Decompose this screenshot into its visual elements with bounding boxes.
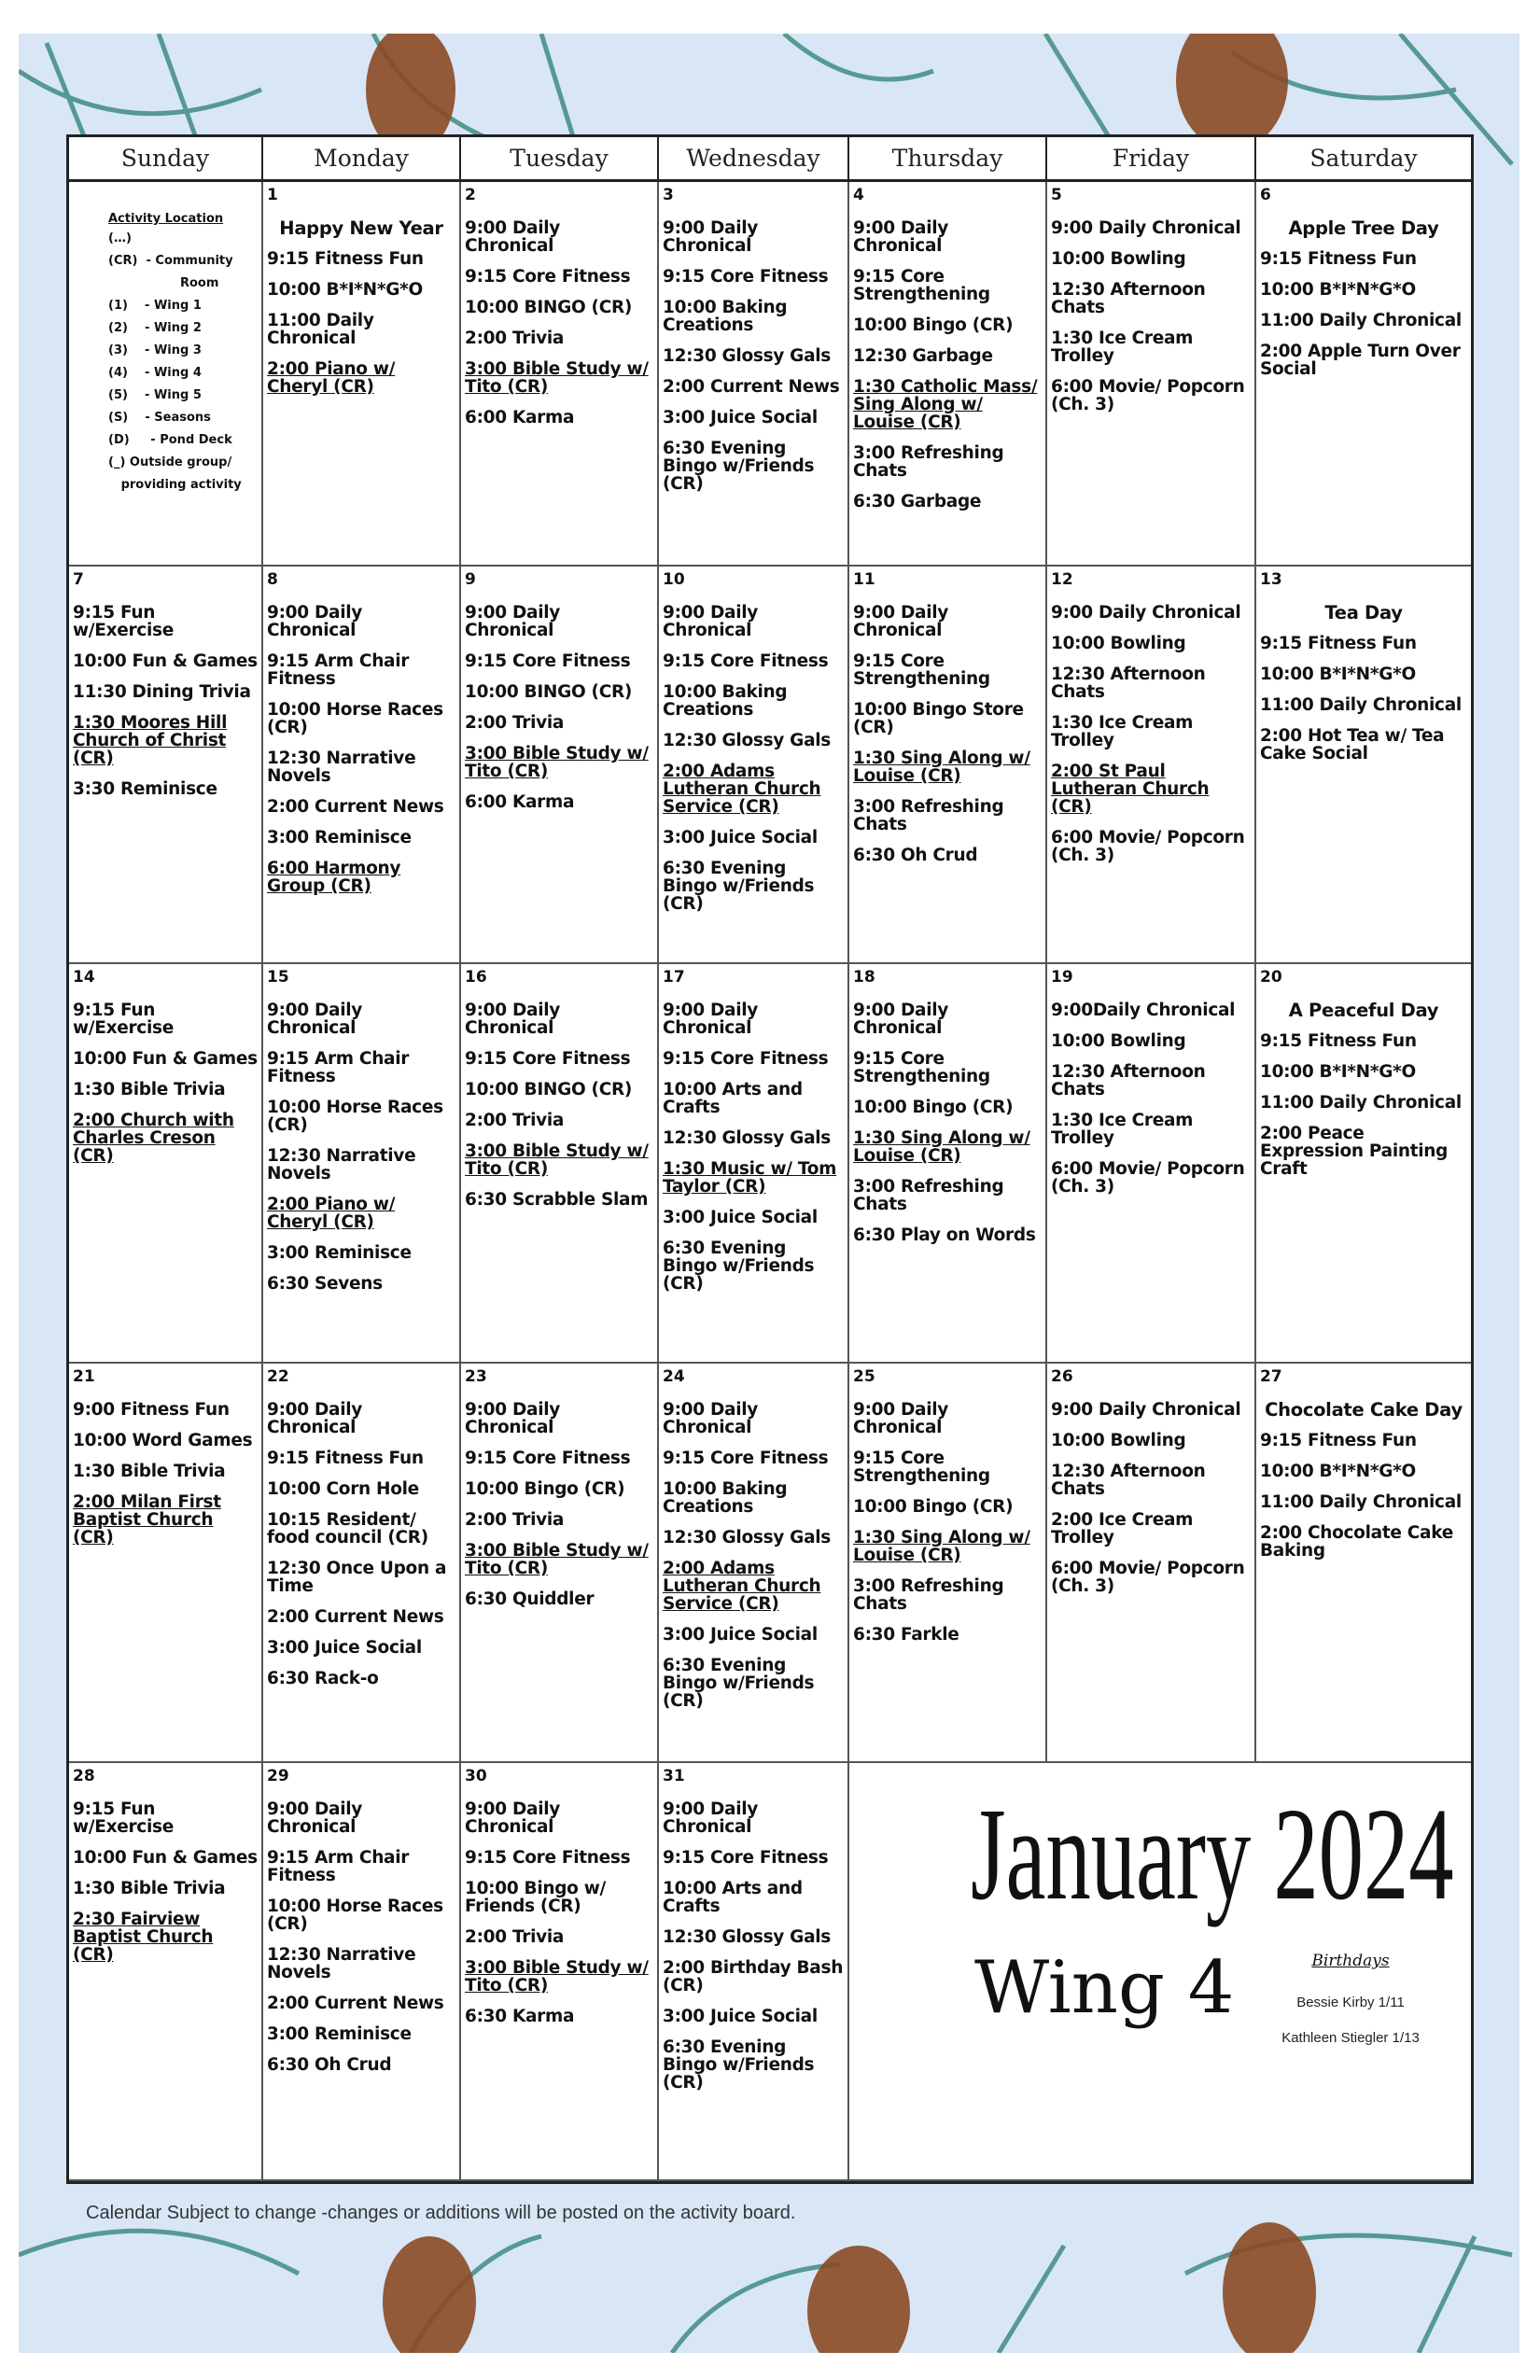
weekday-friday: Friday xyxy=(1047,137,1256,179)
weekday-saturday: Saturday xyxy=(1309,145,1418,172)
event-item: 12:30 Afternoon Chats xyxy=(1051,1062,1206,1099)
event-item: 10:00 Baking Creations xyxy=(663,1479,788,1517)
event-item: 6:30 Scrabble Slam xyxy=(465,1190,649,1210)
event-item: 2:00 Trivia xyxy=(465,1111,565,1130)
legend-line: (2) - Wing 2 xyxy=(108,321,202,335)
event-item: 11:30 Dining Trivia xyxy=(73,682,251,702)
event-item: 3:00 Juice Social xyxy=(663,2007,818,2026)
event-item: 2:00 Current News xyxy=(267,1994,444,2013)
event-item: 10:00 Bowling xyxy=(1051,1031,1186,1051)
theme-day-title: Apple Tree Day xyxy=(1288,217,1439,239)
event-item: 12:30 Afternoon Chats xyxy=(1051,280,1206,317)
week-row xyxy=(69,567,1471,964)
birthdays-heading: Birthdays xyxy=(1311,1952,1390,1970)
event-item: 6:30 Evening Bingo w/Friends (CR) xyxy=(663,439,815,494)
event-item: 9:15 Arm Chair Fitness xyxy=(267,1049,410,1086)
event-item: 2:00 Trivia xyxy=(465,1510,565,1530)
day-number: 23 xyxy=(465,1367,487,1386)
event-item: 10:00 Fun & Games xyxy=(73,1848,258,1868)
event-item: 9:15 Arm Chair Fitness xyxy=(267,1848,410,1885)
event-item: 1:30 Sing Along w/ Louise (CR) xyxy=(853,1528,1030,1565)
event-item: 3:00 Juice Social xyxy=(663,408,818,427)
day-cell xyxy=(461,182,659,565)
event-item: 9:00 Daily Chronical xyxy=(465,218,561,256)
event-item: 12:30 Once Upon a Time xyxy=(267,1559,447,1596)
day-cell xyxy=(659,1763,849,2179)
event-item: 10:00 Bingo (CR) xyxy=(853,315,1014,335)
day-number: 17 xyxy=(663,968,685,987)
title-block xyxy=(926,1750,1471,2136)
event-item: 3:00 Juice Social xyxy=(663,1208,818,1227)
event-item: 12:30 Glossy Gals xyxy=(663,346,832,366)
event-item: 10:00 Baking Creations xyxy=(663,682,788,720)
day-cell xyxy=(461,1364,659,1761)
event-item: 10:00 Horse Races (CR) xyxy=(267,1098,443,1135)
event-item: 10:00 B*I*N*G*O xyxy=(1260,665,1416,684)
event-item: 10:00 Bingo w/ Friends (CR) xyxy=(465,1879,606,1916)
event-item: 6:30 Oh Crud xyxy=(853,846,978,865)
day-cell xyxy=(659,567,849,962)
event-item: 11:00 Daily Chronical xyxy=(1260,1492,1462,1512)
event-item: 3:00 Bible Study w/ Tito (CR) xyxy=(465,1541,649,1578)
day-cell xyxy=(69,1763,263,2179)
day-cell xyxy=(461,1763,659,2179)
day-cell xyxy=(461,964,659,1362)
event-item: 9:15 Core Strengthening xyxy=(853,267,990,304)
event-item: 2:00 Hot Tea w/ Tea Cake Social xyxy=(1260,726,1445,763)
event-item: 10:00 Bingo Store (CR) xyxy=(853,700,1024,737)
event-item: 9:00 Fitness Fun xyxy=(73,1400,230,1420)
day-cell xyxy=(263,964,461,1362)
event-item: 2:00 Ice Cream Trolley xyxy=(1051,1510,1194,1547)
event-item: 9:15 Fun w/Exercise xyxy=(73,1001,174,1038)
event-item: 1:30 Bible Trivia xyxy=(73,1462,226,1481)
event-item: 10:00 Bowling xyxy=(1051,249,1186,269)
day-cell xyxy=(1256,1364,1471,1761)
event-item: 6:30 Farkle xyxy=(853,1625,959,1645)
day-cell xyxy=(659,1364,849,1761)
event-item: 2:00 Peace Expression Painting Craft xyxy=(1260,1124,1449,1179)
event-item: 9:15 Core Fitness xyxy=(663,651,829,671)
event-item: 9:15 Fun w/Exercise xyxy=(73,603,174,640)
event-item: 6:30 Evening Bingo w/Friends (CR) xyxy=(663,1239,815,1294)
day-number: 31 xyxy=(663,1767,685,1785)
event-item: 12:30 Afternoon Chats xyxy=(1051,1462,1206,1499)
event-item: 10:00 Horse Races (CR) xyxy=(267,700,443,737)
week-row xyxy=(69,1364,1471,1763)
event-item: 2:00 Chocolate Cake Baking xyxy=(1260,1523,1453,1561)
event-item: 9:00Daily Chronical xyxy=(1051,1001,1236,1020)
event-item: 1:30 Sing Along w/ Louise (CR) xyxy=(853,749,1030,786)
day-cell xyxy=(263,1763,461,2179)
event-item: 12:30 Narrative Novels xyxy=(267,1945,416,1982)
event-item: 9:00 Daily Chronical xyxy=(1051,603,1241,623)
day-number: 1 xyxy=(267,186,278,204)
calendar-grid xyxy=(66,134,1474,2184)
event-item: 1:30 Bible Trivia xyxy=(73,1879,226,1898)
event-item: 2:00 Adams Lutheran Church Service (CR) xyxy=(663,1559,821,1614)
event-item: 9:15 Core Fitness xyxy=(465,1449,631,1468)
event-item: 9:15 Core Fitness xyxy=(663,1848,829,1868)
day-cell xyxy=(849,567,1047,962)
legend-line: (5) - Wing 5 xyxy=(108,388,202,402)
event-item: 9:15 Core Fitness xyxy=(465,1049,631,1069)
event-item: 10:00 Bingo (CR) xyxy=(853,1497,1014,1517)
event-item: 1:30 Sing Along w/ Louise (CR) xyxy=(853,1128,1030,1166)
event-item: 9:15 Core Strengthening xyxy=(853,651,990,689)
day-cell xyxy=(849,182,1047,565)
day-number: 7 xyxy=(73,570,84,589)
event-item: 3:00 Bible Study w/ Tito (CR) xyxy=(465,744,649,781)
day-cell xyxy=(1047,964,1256,1362)
day-cell xyxy=(1047,567,1256,962)
event-item: 3:00 Refreshing Chats xyxy=(853,443,1004,481)
legend-line: (CR) - Community xyxy=(108,254,233,268)
event-item: 6:30 Garbage xyxy=(853,492,982,511)
week-row xyxy=(69,964,1471,1364)
event-item: 6:30 Evening Bingo w/Friends (CR) xyxy=(663,2037,815,2093)
event-item: 2:00 Milan First Baptist Church (CR) xyxy=(73,1492,221,1547)
event-item: 10:00 BINGO (CR) xyxy=(465,682,633,702)
wing-title: Wing 4 xyxy=(974,1946,1235,2030)
event-item: 9:00 Daily Chronical xyxy=(465,1400,561,1437)
event-item: 6:30 Rack-o xyxy=(267,1669,379,1688)
event-item: 3:00 Reminisce xyxy=(267,1243,412,1263)
event-item: 6:30 Evening Bingo w/Friends (CR) xyxy=(663,859,815,914)
day-number: 8 xyxy=(267,570,278,589)
event-item: 9:15 Core Fitness xyxy=(663,267,829,287)
legend-line: (S) - Seasons xyxy=(108,411,211,425)
event-item: 6:30 Quiddler xyxy=(465,1589,595,1609)
event-item: 9:00 Daily Chronical xyxy=(663,1799,759,1837)
event-item: 9:15 Core Strengthening xyxy=(853,1449,990,1486)
day-number: 14 xyxy=(73,968,95,987)
event-item: 9:00 Daily Chronical xyxy=(267,1001,363,1038)
event-item: 9:00 Daily Chronical xyxy=(1051,1400,1241,1420)
event-item: 9:15 Core Fitness xyxy=(663,1049,829,1069)
event-item: 9:00 Daily Chronical xyxy=(853,603,949,640)
event-item: 6:30 Evening Bingo w/Friends (CR) xyxy=(663,1656,815,1711)
weekday-sunday: Sunday xyxy=(69,137,263,179)
event-item: 9:00 Daily Chronical xyxy=(663,603,759,640)
event-item: 2:00 Trivia xyxy=(465,1927,565,1947)
day-number: 2 xyxy=(465,186,476,204)
event-item: 10:00 BINGO (CR) xyxy=(465,298,633,317)
event-item: 2:00 Current News xyxy=(663,377,840,397)
event-item: 2:00 Apple Turn Over Social xyxy=(1260,342,1461,379)
event-item: 1:30 Ice Cream Trolley xyxy=(1051,329,1194,366)
event-item: 9:15 Fitness Fun xyxy=(1260,1431,1417,1450)
event-item: 3:00 Bible Study w/ Tito (CR) xyxy=(465,1141,649,1179)
event-item: 9:15 Core Fitness xyxy=(465,1848,631,1868)
day-cell xyxy=(69,567,263,962)
day-cell xyxy=(263,1364,461,1761)
day-cell xyxy=(849,1364,1047,1761)
day-number: 4 xyxy=(853,186,864,204)
event-item: 3:00 Bible Study w/ Tito (CR) xyxy=(465,359,649,397)
day-number: 16 xyxy=(465,968,487,987)
event-item: 10:00 Word Games xyxy=(73,1431,253,1450)
theme-day-title: Happy New Year xyxy=(279,217,443,239)
event-item: 12:30 Glossy Gals xyxy=(663,1528,832,1547)
event-item: 2:00 Adams Lutheran Church Service (CR) xyxy=(663,762,821,817)
event-item: 11:00 Daily Chronical xyxy=(267,311,374,348)
event-item: 9:15 Core Fitness xyxy=(465,651,631,671)
day-number: 30 xyxy=(465,1767,487,1785)
legend-line: (_) Outside group/ xyxy=(108,455,232,469)
event-item: 2:00 Church with Charles Creson (CR) xyxy=(73,1111,234,1166)
day-cell xyxy=(1256,182,1471,565)
event-item: 10:00 Bowling xyxy=(1051,1431,1186,1450)
event-item: 10:00 B*I*N*G*O xyxy=(1260,280,1416,300)
event-item: 1:30 Catholic Mass/ Sing Along w/ Louise (CR) xyxy=(853,377,1038,432)
event-item: 9:00 Daily Chronical xyxy=(267,1799,363,1837)
day-cell xyxy=(69,964,263,1362)
day-number: 24 xyxy=(663,1367,685,1386)
day-number: 20 xyxy=(1260,968,1282,987)
event-item: 10:00 Fun & Games xyxy=(73,1049,258,1069)
day-number: 13 xyxy=(1260,570,1282,589)
event-item: 11:00 Daily Chronical xyxy=(1260,311,1462,330)
footer-note: Calendar Subject to change -changes or additions will be posted on the activity board. xyxy=(86,2203,796,2223)
month-title: January 2024 xyxy=(971,1780,1454,1927)
event-item: 1:30 Music w/ Tom Taylor (CR) xyxy=(663,1159,837,1197)
day-number: 28 xyxy=(73,1767,95,1785)
day-cell xyxy=(1256,567,1471,962)
event-item: 10:00 Fun & Games xyxy=(73,651,258,671)
day-cell xyxy=(659,964,849,1362)
event-item: 3:00 Bible Study w/ Tito (CR) xyxy=(465,1958,649,1995)
event-item: 2:00 Current News xyxy=(267,797,444,817)
event-item: 6:00 Karma xyxy=(465,408,575,427)
weekday-wednesday: Wednesday xyxy=(659,137,849,179)
day-cell xyxy=(263,567,461,962)
event-item: 9:15 Fitness Fun xyxy=(1260,249,1417,269)
day-cell xyxy=(461,567,659,962)
event-item: 2:00 Birthday Bash (CR) xyxy=(663,1958,844,1995)
legend-line: (1) - Wing 1 xyxy=(108,299,202,313)
event-item: 9:15 Fun w/Exercise xyxy=(73,1799,174,1837)
event-item: 6:00 Movie/ Popcorn (Ch. 3) xyxy=(1051,1159,1245,1197)
event-item: 9:15 Core Fitness xyxy=(663,1449,829,1468)
day-cell xyxy=(1047,182,1256,565)
event-item: 10:00 Bingo (CR) xyxy=(465,1479,625,1499)
event-item: 9:00 Daily Chronical xyxy=(853,1400,949,1437)
theme-day-title: Tea Day xyxy=(1324,602,1403,623)
day-cell xyxy=(263,182,461,565)
event-item: 6:00 Movie/ Popcorn (Ch. 3) xyxy=(1051,1559,1245,1596)
day-number: 29 xyxy=(267,1767,289,1785)
event-item: 10:00 Baking Creations xyxy=(663,298,788,335)
event-item: 3:00 Refreshing Chats xyxy=(853,797,1004,834)
event-item: 12:30 Narrative Novels xyxy=(267,749,416,786)
weekday-thursday: Thursday xyxy=(849,137,1047,179)
event-item: 10:00 B*I*N*G*O xyxy=(1260,1062,1416,1082)
day-number: 27 xyxy=(1260,1367,1282,1386)
legend-line: providing activity xyxy=(108,478,242,492)
event-item: 10:00 Arts and Crafts xyxy=(663,1080,803,1117)
day-cell xyxy=(849,964,1047,1362)
weekday-tuesday: Tuesday xyxy=(461,137,659,179)
event-item: 1:30 Bible Trivia xyxy=(73,1080,226,1099)
event-item: 9:00 Daily Chronical xyxy=(465,603,561,640)
event-item: 3:00 Reminisce xyxy=(267,828,412,847)
day-cell xyxy=(1047,1364,1256,1761)
day-number: 6 xyxy=(1260,186,1271,204)
event-item: 9:15 Fitness Fun xyxy=(1260,1031,1417,1051)
event-item: 9:00 Daily Chronical xyxy=(853,1001,949,1038)
event-item: 9:00 Daily Chronical xyxy=(465,1799,561,1837)
day-number: 9 xyxy=(465,570,476,589)
event-item: 11:00 Daily Chronical xyxy=(1260,1093,1462,1113)
event-item: 9:00 Daily Chronical xyxy=(267,1400,363,1437)
event-item: 10:00 Bingo (CR) xyxy=(853,1098,1014,1117)
day-cell xyxy=(1256,964,1471,1362)
event-item: 2:00 Trivia xyxy=(465,329,565,348)
event-item: 2:30 Fairview Baptist Church (CR) xyxy=(73,1910,214,1965)
event-item: 6:30 Play on Words xyxy=(853,1225,1036,1245)
day-number: 19 xyxy=(1051,968,1073,987)
event-item: 9:00 Daily Chronical xyxy=(663,1400,759,1437)
event-item: 10:00 Arts and Crafts xyxy=(663,1879,803,1916)
day-number: 21 xyxy=(73,1367,95,1386)
event-item: 3:00 Juice Social xyxy=(663,1625,818,1645)
event-item: 9:00 Daily Chronical xyxy=(267,603,363,640)
event-item: 10:00 BINGO (CR) xyxy=(465,1080,633,1099)
legend-line: (3) - Wing 3 xyxy=(108,343,202,357)
day-number: 11 xyxy=(853,570,875,589)
legend-title: Activity Location xyxy=(108,212,224,226)
event-item: 9:00 Daily Chronical xyxy=(1051,218,1241,238)
week-row xyxy=(69,182,1471,567)
day-cell xyxy=(659,182,849,565)
event-item: 12:30 Glossy Gals xyxy=(663,1128,832,1148)
event-item: 9:00 Daily Chronical xyxy=(663,1001,759,1038)
event-item: 6:30 Sevens xyxy=(267,1274,383,1294)
event-item: 6:00 Movie/ Popcorn (Ch. 3) xyxy=(1051,377,1245,414)
event-item: 1:30 Moores Hill Church of Christ (CR) xyxy=(73,713,228,768)
day-number: 26 xyxy=(1051,1367,1073,1386)
event-item: 2:00 Piano w/ Cheryl (CR) xyxy=(267,359,396,397)
legend-line: (4) - Wing 4 xyxy=(108,366,202,380)
event-item: 10:00 Bowling xyxy=(1051,634,1186,653)
event-item: 10:15 Resident/ food council (CR) xyxy=(267,1510,428,1547)
event-item: 3:00 Juice Social xyxy=(267,1638,422,1658)
weekday-header xyxy=(69,137,1471,182)
activity-location-legend xyxy=(73,186,258,492)
day-number: 18 xyxy=(853,968,875,987)
event-item: 11:00 Daily Chronical xyxy=(1260,695,1462,715)
event-item: 9:15 Core Strengthening xyxy=(853,1049,990,1086)
event-item: 1:30 Ice Cream Trolley xyxy=(1051,713,1194,750)
event-item: 6:00 Karma xyxy=(465,792,575,812)
event-item: 9:15 Fitness Fun xyxy=(1260,634,1417,653)
event-item: 10:00 Horse Races (CR) xyxy=(267,1897,443,1934)
day-cell xyxy=(69,1364,263,1761)
event-item: 9:00 Daily Chronical xyxy=(465,1001,561,1038)
event-item: 9:00 Daily Chronical xyxy=(663,218,759,256)
event-item: 12:30 Garbage xyxy=(853,346,993,366)
theme-day-title: A Peaceful Day xyxy=(1288,1000,1439,1021)
legend-line: (D) - Pond Deck xyxy=(108,433,232,447)
event-item: 9:15 Fitness Fun xyxy=(267,249,424,269)
event-item: 9:15 Core Fitness xyxy=(465,267,631,287)
day-number: 5 xyxy=(1051,186,1062,204)
event-item: 3:00 Refreshing Chats xyxy=(853,1177,1004,1214)
event-item: 6:00 Harmony Group (CR) xyxy=(267,859,401,896)
day-number: 22 xyxy=(267,1367,289,1386)
theme-day-title: Chocolate Cake Day xyxy=(1265,1399,1463,1421)
weekday-monday: Monday xyxy=(263,137,461,179)
event-item: 2:00 Trivia xyxy=(465,713,565,733)
birthday-entry: Kathleen Stiegler 1/13 xyxy=(1281,2030,1420,2046)
legend-line: (…) xyxy=(108,231,132,245)
event-item: 9:15 Fitness Fun xyxy=(267,1449,424,1468)
event-item: 12:30 Glossy Gals xyxy=(663,1927,832,1947)
day-number: 15 xyxy=(267,968,289,987)
event-item: 6:30 Karma xyxy=(465,2007,575,2026)
event-item: 6:00 Movie/ Popcorn (Ch. 3) xyxy=(1051,828,1245,865)
event-item: 3:00 Juice Social xyxy=(663,828,818,847)
event-item: 3:00 Refreshing Chats xyxy=(853,1576,1004,1614)
event-item: 2:00 Piano w/ Cheryl (CR) xyxy=(267,1195,396,1232)
event-item: 12:30 Afternoon Chats xyxy=(1051,665,1206,702)
birthday-entry: Bessie Kirby 1/11 xyxy=(1296,1995,1405,2010)
day-number: 25 xyxy=(853,1367,875,1386)
legend-cell xyxy=(69,182,263,565)
legend-line: Room xyxy=(108,276,219,290)
event-item: 10:00 B*I*N*G*O xyxy=(267,280,423,300)
event-item: 12:30 Narrative Novels xyxy=(267,1146,416,1183)
day-number: 12 xyxy=(1051,570,1073,589)
event-item: 1:30 Ice Cream Trolley xyxy=(1051,1111,1194,1148)
event-item: 12:30 Glossy Gals xyxy=(663,731,832,750)
event-item: 3:30 Reminisce xyxy=(73,779,217,799)
day-number: 3 xyxy=(663,186,674,204)
event-item: 3:00 Reminisce xyxy=(267,2024,412,2044)
event-item: 9:15 Arm Chair Fitness xyxy=(267,651,410,689)
event-item: 9:00 Daily Chronical xyxy=(853,218,949,256)
event-item: 10:00 Corn Hole xyxy=(267,1479,419,1499)
day-number: 10 xyxy=(663,570,685,589)
event-item: 6:30 Oh Crud xyxy=(267,2055,392,2075)
event-item: 2:00 Current News xyxy=(267,1607,444,1627)
event-item: 2:00 St Paul Lutheran Church (CR) xyxy=(1051,762,1210,817)
event-item: 10:00 B*I*N*G*O xyxy=(1260,1462,1416,1481)
